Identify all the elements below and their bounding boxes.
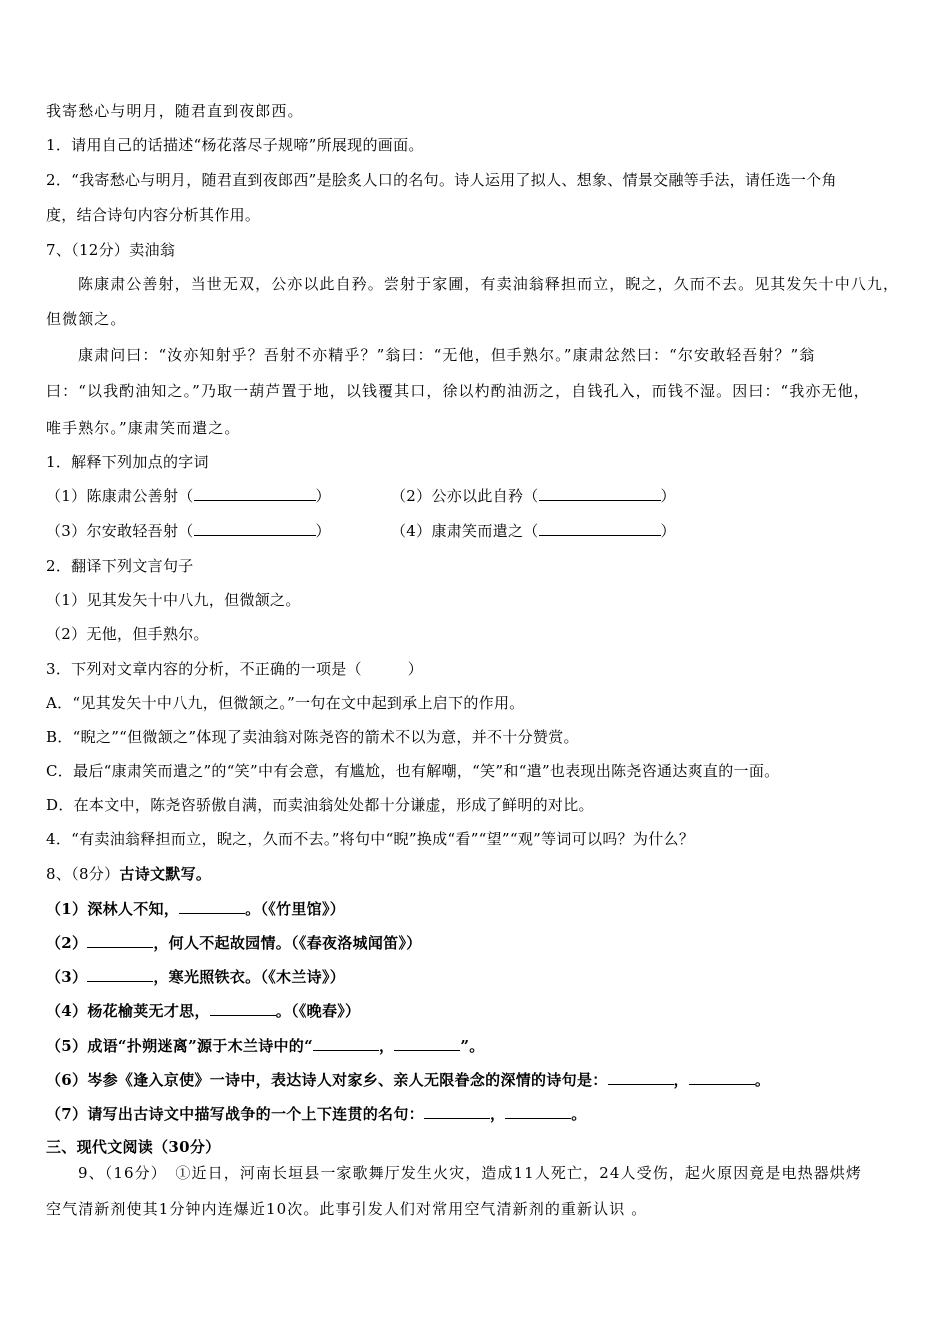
q8-item7 (46, 1103, 914, 1124)
q8-item5-end: ”。 (460, 1037, 485, 1055)
q8-item1 (46, 898, 914, 919)
answer-blank[interactable] (194, 485, 316, 501)
q7-sub1: 1．解释下列加点的字词 (46, 453, 209, 471)
comma: ， (673, 1071, 689, 1089)
q8-item6 (46, 1069, 914, 1090)
q7-sub2-item1: （1）见其发矢十中八九，但微颔之。 (46, 591, 301, 609)
poem-question-2-cont: 度，结合诗句内容分析其作用。 (46, 206, 261, 224)
q8-item5-text: （5）成语“扑朔迷离”源于木兰诗中的“ (46, 1037, 314, 1055)
q7-sub3-option-c: C．最后“康肃笑而遣之”的“笑”中有会意，有尴尬，也有解嘲，“笑”和“遣”也表现出陈尧咨通达爽直的一面。 (46, 762, 780, 780)
comma: ， (379, 1037, 395, 1055)
q8-item5 (46, 1035, 914, 1056)
q8-item3 (46, 966, 914, 987)
q8-item3-num: （3） (46, 968, 88, 986)
answer-blank[interactable] (313, 1035, 379, 1051)
q8-number: 8、（8分） (46, 865, 120, 883)
answer-blank[interactable] (505, 1103, 571, 1119)
q8-item2 (46, 932, 914, 953)
close-paren: ） (315, 522, 331, 540)
q8-item6-text: （6）岑参《逢入京使》一诗中，表达诗人对家乡、亲人无限眷念的深情的诗句是： (46, 1071, 608, 1089)
q7-sub1-row1 (46, 485, 914, 506)
q8-item7-text: （7）请写出古诗文中描写战争的一个上下连贯的名句： (46, 1105, 424, 1123)
q7-passage-p2: 康肃问曰：“汝亦知射乎？吾射不亦精乎？”翁曰：“无他，但手熟尔。”康肃忿然曰：“尔安敢轻吾射？”翁 (78, 346, 816, 364)
q8-item3-text: ，寒光照铁衣。（《木兰诗》） (153, 968, 346, 986)
q9-passage: 9、（16分） ①近日，河南长垣县一家歌舞厅发生火灾，造成11人死亡，24人受伤，起火原因竟是电热器烘烤 (78, 1164, 863, 1182)
q7-passage-p2-cont1: 曰：“以我酌油知之。”乃取一葫芦置于地，以钱覆其口，徐以杓酌油沥之，自钱孔入，而钱不湿。因曰：“我亦无他， (46, 382, 870, 400)
q8-item1-source: 。（《竹里馆》） (245, 900, 346, 918)
answer-blank[interactable] (539, 520, 661, 536)
period: 。 (571, 1105, 587, 1123)
q7-sub1-item1: （1）陈康肃公善射（ (46, 487, 194, 505)
answer-blank[interactable] (608, 1069, 674, 1085)
q7-sub3: 3．下列对文章内容的分析，不正确的一项是（ ） (46, 660, 424, 678)
q8-title (46, 864, 914, 884)
q7-sub3-option-a: A．“见其发矢十中八九，但微颔之。”一句在文中起到承上启下的作用。 (46, 694, 525, 712)
answer-blank[interactable] (179, 898, 245, 914)
q8-item1-text: （1）深林人不知， (46, 900, 180, 918)
answer-blank[interactable] (87, 966, 153, 982)
poem-tail: 我寄愁心与明月，随君直到夜郎西。 (46, 102, 304, 120)
q8-item4-text: （4）杨花榆荚无才思， (46, 1002, 210, 1020)
answer-blank[interactable] (424, 1103, 490, 1119)
poem-question-1: 1．请用自己的话描述“杨花落尽子规啼”所展现的画面。 (46, 136, 424, 154)
answer-blank[interactable] (394, 1035, 460, 1051)
close-paren: ） (315, 487, 331, 505)
q8-item4 (46, 1000, 914, 1021)
answer-blank[interactable] (87, 932, 153, 948)
answer-blank[interactable] (194, 520, 316, 536)
q7-passage-p2-cont2: 唯手熟尔。”康肃笑而遣之。 (46, 419, 241, 437)
answer-blank[interactable] (539, 485, 661, 501)
comma: ， (489, 1105, 506, 1123)
answer-blank[interactable] (210, 1000, 276, 1016)
q7-sub3-option-b: B．“睨之”“但微颔之”体现了卖油翁对陈尧咨的箭术不以为意，并不十分赞赏。 (46, 728, 579, 746)
close-paren: ） (660, 522, 676, 540)
q7-sub1-row2 (46, 520, 914, 541)
q8-item4-source: 。（《晚春》） (275, 1002, 361, 1020)
q7-title: 7、（12分）卖油翁 (46, 241, 176, 259)
q8-heading: 古诗文默写。 (119, 865, 212, 883)
q7-sub2: 2．翻译下列文言句子 (46, 557, 194, 575)
close-paren: ） (660, 487, 676, 505)
q7-sub4: 4．“有卖油翁释担而立，睨之，久而不去。”将句中“睨”换成“看”“望”“观”等词可以吗？为什么？ (46, 830, 695, 848)
q7-sub1-item2: （2）公亦以此自矜（ (391, 487, 539, 505)
section-3-heading: 三、现代文阅读（30分） (46, 1138, 221, 1156)
q9-passage-cont: 空气清新剂使其1分钟内连爆近10次。此事引发人们对常用空气清新剂的重新认识 。 (46, 1200, 648, 1218)
q7-sub1-item3: （3）尔安敢轻吾射（ (46, 522, 194, 540)
q8-item2-num: （2） (46, 934, 88, 952)
q8-item2-text: ，何人不起故园情。（《春夜洛城闻笛》） (153, 934, 422, 952)
q7-passage-p1-cont: 但微颔之。 (46, 310, 127, 328)
q7-passage-p1: 陈康肃公善射，当世无双，公亦以此自矜。尝射于家圃，有卖油翁释担而立，睨之，久而不去。见其发矢十中八九， (78, 275, 900, 293)
q7-sub2-item2: （2）无他，但手熟尔。 (46, 625, 209, 643)
q7-sub3-option-d: D．在本文中，陈尧咨骄傲自满，而卖油翁处处都十分谦虚，形成了鲜明的对比。 (46, 796, 594, 814)
period: 。 (754, 1071, 771, 1089)
poem-question-2: 2．“我寄愁心与明月，随君直到夜郎西”是脍炙人口的名句。诗人运用了拟人、想象、情景交融等手法，请任选一个角 (46, 171, 837, 189)
q7-sub1-item4: （4）康肃笑而遣之（ (391, 522, 539, 540)
answer-blank[interactable] (689, 1069, 755, 1085)
